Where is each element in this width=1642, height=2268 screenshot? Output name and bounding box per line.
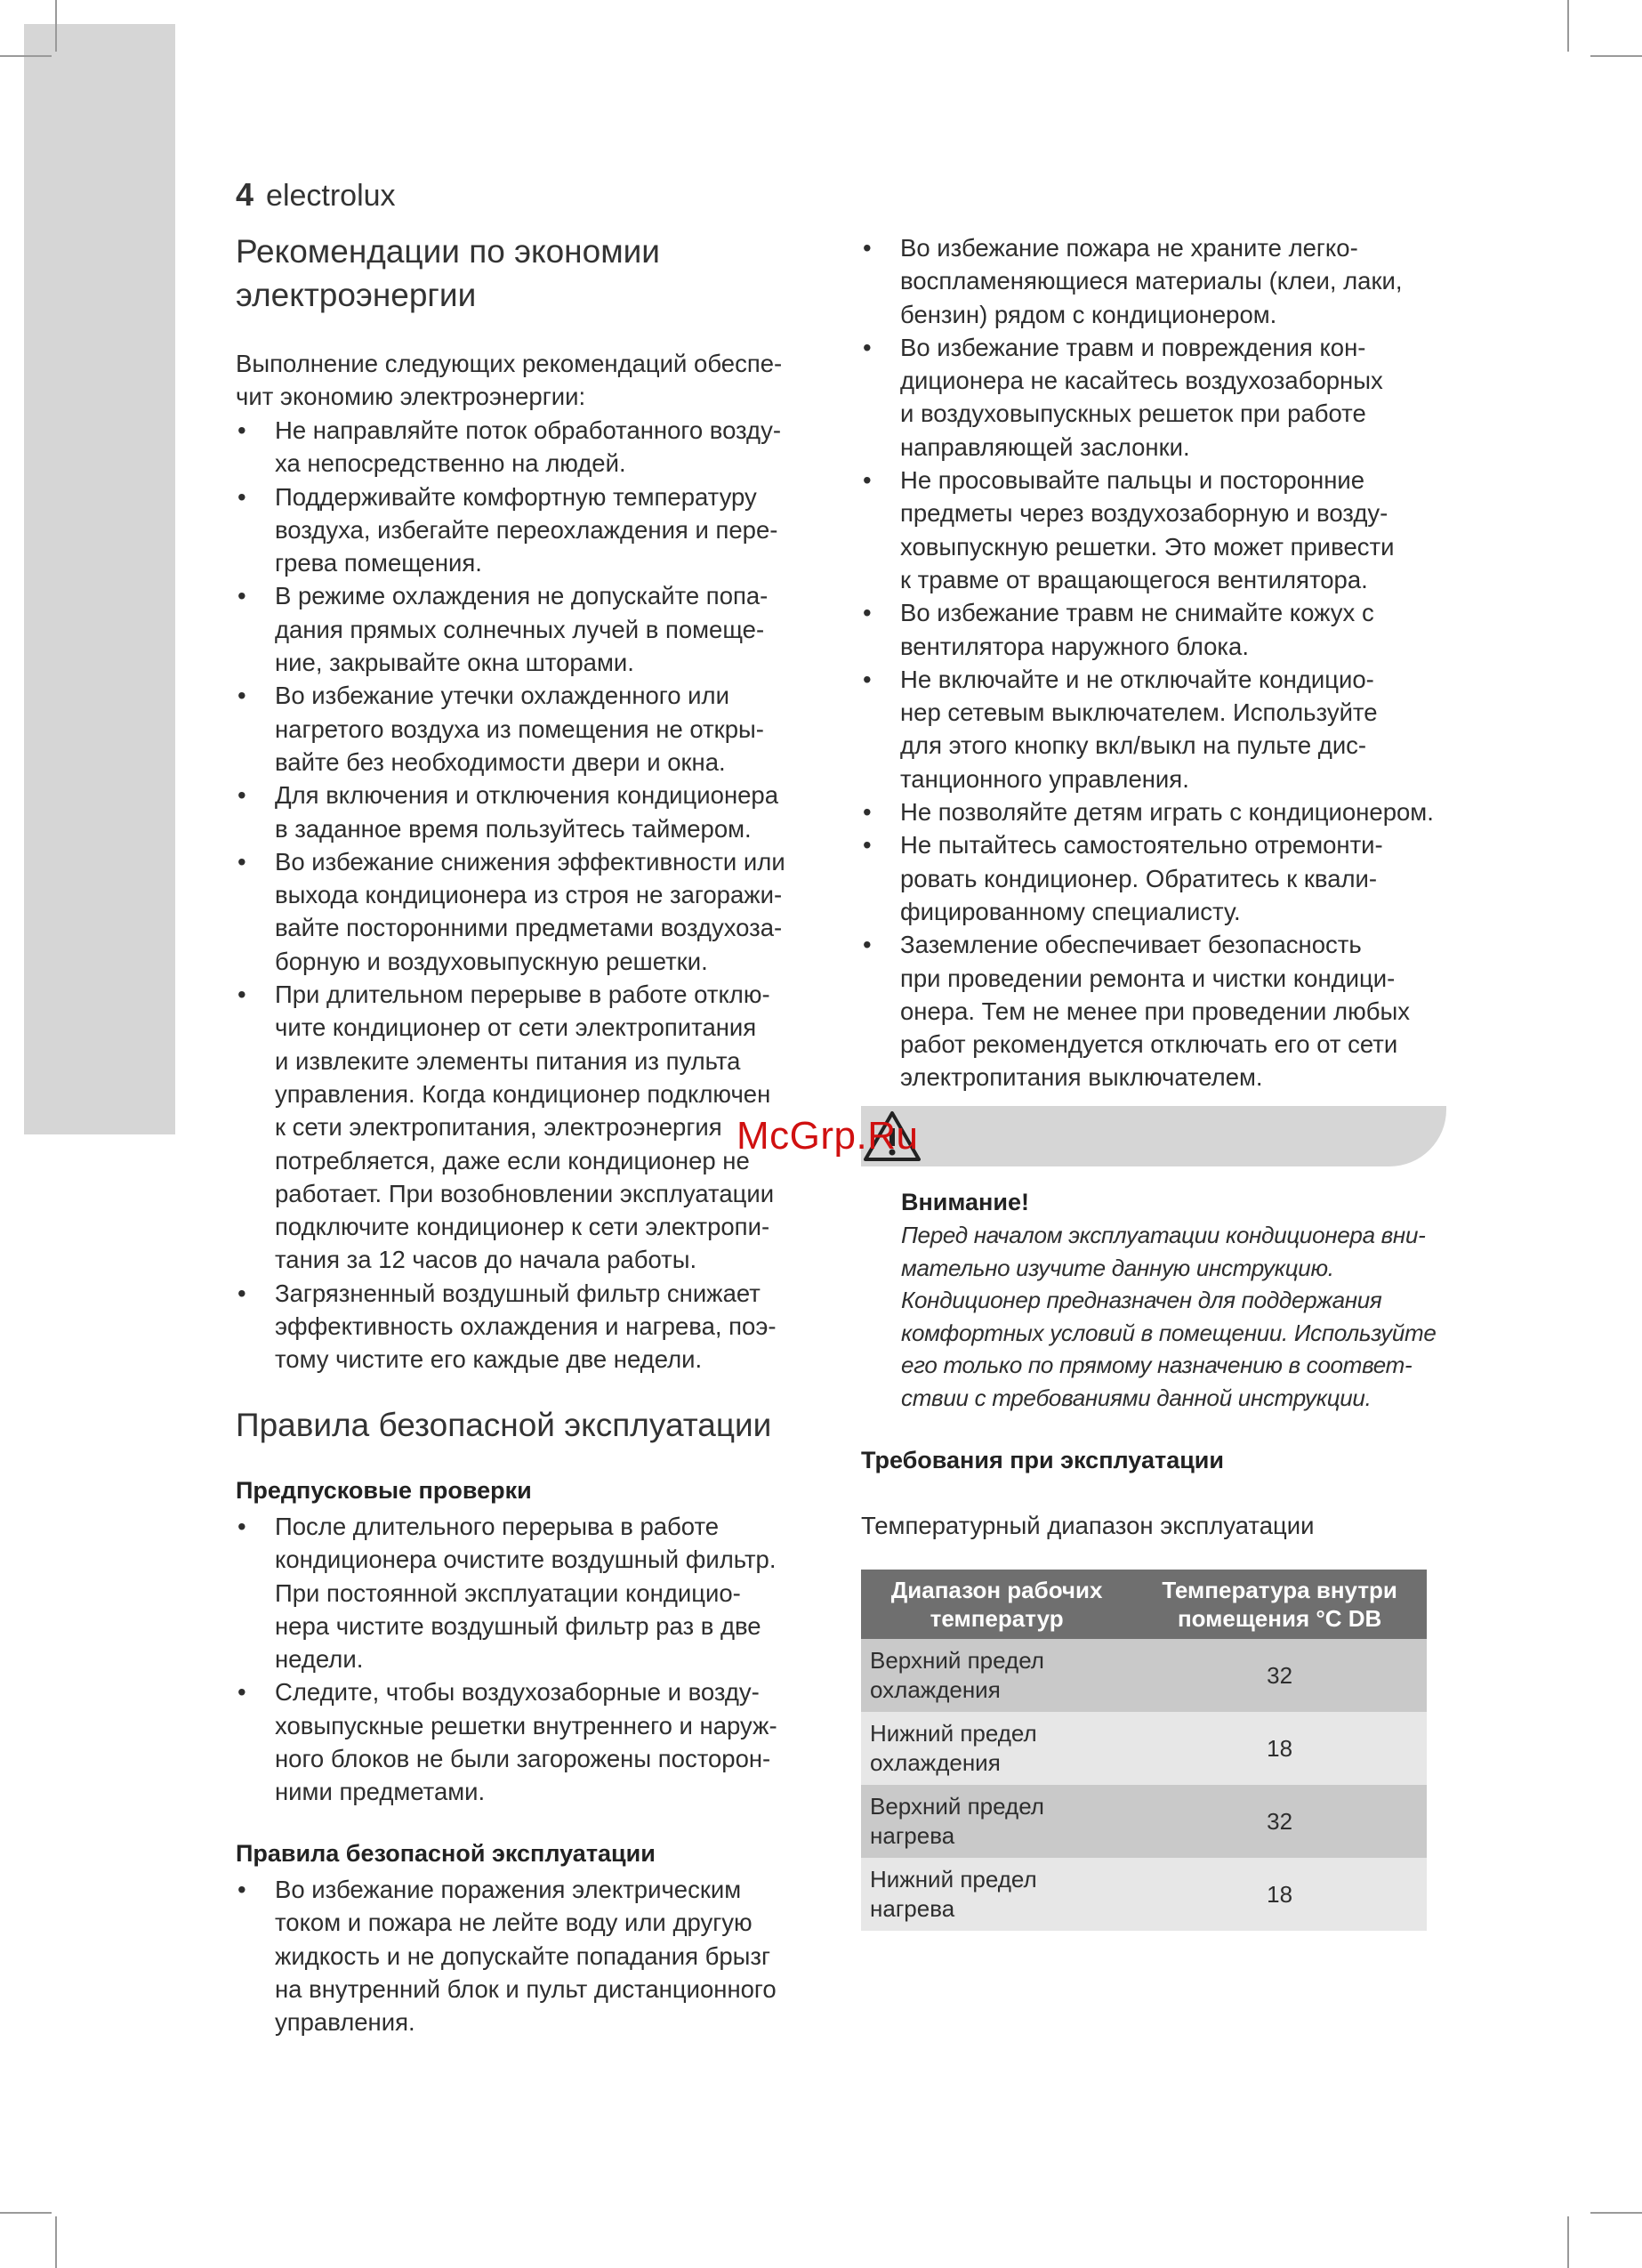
crop-mark — [0, 55, 52, 57]
brand-name: electrolux — [266, 179, 396, 213]
crop-mark — [1567, 2216, 1569, 2268]
list-item-line: ние, закрывайте окна шторами. — [275, 649, 634, 677]
list-item-line: ховыпускную решетки. Это может привести — [900, 532, 1395, 561]
cell-line: Нижний предел — [870, 1866, 1037, 1893]
list-item — [236, 579, 858, 679]
list-item — [236, 845, 858, 978]
energy-saving-list — [236, 414, 858, 1376]
list-item — [861, 596, 1466, 663]
range-label-cell — [861, 1712, 1132, 1785]
cell-line: нагрева — [870, 1822, 955, 1849]
list-item-line: к сети электропитания, электроэнергия — [275, 1113, 722, 1142]
list-item-line: • Для включения и отключения кондиционера — [275, 781, 779, 810]
list-item-line: вентилятора наружного блока. — [900, 632, 1249, 660]
cell-line: охлаждения — [870, 1676, 1001, 1703]
warning-title: Внимание! — [901, 1189, 1029, 1215]
list-item — [236, 1510, 858, 1675]
list-item — [861, 331, 1466, 464]
list-item-line: и воздуховыпускных решеток при работе — [900, 400, 1366, 428]
list-item-line: ха непосредственно на людей. — [275, 449, 626, 478]
warning-line: его только по прямому назначению в соответ- — [901, 1352, 1413, 1379]
list-item — [236, 1675, 858, 1808]
list-item-line: • Поддерживайте комфортную температуру — [275, 482, 757, 511]
list-item-line: током и пожара не лейте воду или другую — [275, 1909, 753, 1937]
text-line: Выполнение следующих рекомендаций обеспе- — [236, 350, 783, 377]
list-item-line: и извлеките элементы питания из пульта — [275, 1046, 741, 1075]
section-title-line: Рекомендации по экономии — [236, 233, 660, 270]
list-item-line: ховыпускные решетки внутреннего и наруж- — [275, 1711, 777, 1739]
list-item — [236, 480, 858, 580]
list-item-line: кондиционера очистите воздушный фильтр. — [275, 1546, 777, 1574]
list-item-line: бензин) рядом с кондиционером. — [900, 300, 1277, 328]
list-item — [861, 464, 1466, 596]
list-item-line: • Во избежание пожара не храните легко- — [900, 234, 1358, 262]
list-item — [236, 1873, 858, 2038]
warning-line: ствии с требованиями данной инструкции. — [901, 1384, 1372, 1411]
precheck-title: Предпусковые проверки — [236, 1477, 532, 1504]
safety-rules-list — [236, 1873, 858, 2038]
list-item — [236, 779, 858, 845]
list-item-line: • Не включайте и не отключайте кондицио- — [900, 665, 1374, 693]
temperature-value-cell: 18 — [1132, 1712, 1427, 1785]
list-item-line: борную и воздуховыпускную решетки. — [275, 947, 708, 975]
list-item-line: выхода кондиционера из строя не загоражи- — [275, 881, 783, 909]
safety-continued-list — [861, 231, 1466, 1094]
watermark-text: McGrp.Ru — [736, 1114, 919, 1158]
list-item-line: • После длительного перерыва в работе — [275, 1513, 720, 1540]
section-title-safety: Правила безопасной эксплуатации — [236, 1407, 772, 1443]
list-item-line: диционера не касайтесь воздухозаборных — [900, 367, 1383, 395]
list-item-line: • Во избежание поражения электрическим — [275, 1876, 742, 1903]
list-item-line: недели. — [275, 1645, 364, 1674]
warning-text — [901, 1219, 1449, 1415]
range-label-cell — [861, 1785, 1132, 1858]
list-item — [236, 679, 858, 779]
list-item-line: • Во избежание снижения эффективности или — [275, 847, 785, 876]
safety-rules-title: Правила безопасной эксплуатации — [236, 1840, 656, 1867]
table-row — [861, 1639, 1427, 1712]
list-item-line: грева помещения. — [275, 549, 482, 577]
table-row — [861, 1712, 1427, 1785]
cell-line: Нижний предел — [870, 1720, 1037, 1747]
list-item-line: нагретого воздуха из помещения не откры- — [275, 714, 764, 743]
list-item-line: ними предметами. — [275, 1778, 486, 1806]
list-item — [861, 663, 1466, 795]
table-header-temperature — [1132, 1570, 1427, 1639]
list-item-line: дания прямых солнечных лучей в помеще- — [275, 615, 765, 643]
temp-range-caption: Температурный диапазон эксплуатации — [861, 1512, 1315, 1539]
list-item-line: управления. — [275, 2008, 415, 2037]
temperature-value-cell: 32 — [1132, 1785, 1427, 1858]
cell-line: Верхний предел — [870, 1647, 1044, 1674]
temperature-value-cell: 32 — [1132, 1639, 1427, 1712]
table-header-range — [861, 1570, 1132, 1639]
table-row — [861, 1785, 1427, 1858]
list-item-line: подключите кондиционер к сети электропи- — [275, 1213, 770, 1241]
list-item-line: • Не пытайтесь самостоятельно отремонти- — [900, 831, 1383, 860]
list-item-line: • Во избежание утечки охлажденного или — [275, 682, 729, 710]
section-title-line: электроэнергии — [236, 277, 477, 313]
list-item-line: • В режиме охлаждения не допускайте попа- — [275, 582, 769, 610]
list-item-line: • Заземление обеспечивает безопасность — [900, 931, 1362, 959]
crop-mark — [55, 2216, 57, 2268]
list-item-line: на внутренний блок и пульт дистанционного — [275, 1974, 777, 2003]
list-item-line: вайте посторонними предметами воздухоза- — [275, 914, 783, 942]
temperature-range-table — [861, 1570, 1427, 1931]
list-item-line: онера. Тем не менее при проведении любых — [900, 997, 1410, 1025]
list-item-line: ного блоков не были загорожены посторон- — [275, 1745, 771, 1773]
list-item-line: • Во избежание травм не снимайте кожух с — [900, 599, 1374, 627]
list-item-line: электропитания выключателем. — [900, 1063, 1263, 1092]
list-item-line: чите кондиционер от сети электропитания — [275, 1013, 757, 1042]
precheck-list — [236, 1510, 858, 1809]
list-item-line: фицированному специалисту. — [900, 897, 1241, 925]
range-label-cell — [861, 1639, 1132, 1712]
list-item-line: тому чистите его каждые две недели. — [275, 1345, 703, 1374]
table-row — [861, 1858, 1427, 1931]
list-item — [861, 231, 1466, 331]
list-item-line: потребляется, даже если кондиционер не — [275, 1146, 750, 1174]
list-item-line: к травме от вращающегося вентилятора. — [900, 565, 1368, 593]
list-item-line: • При длительном перерыве в работе отклю- — [275, 981, 770, 1009]
list-item-line: • Загрязненный воздушный фильтр снижает — [275, 1279, 761, 1307]
header-line: Температура внутри — [1162, 1577, 1397, 1603]
list-item-line: направляющей заслонки. — [900, 432, 1190, 461]
temperature-value-cell: 18 — [1132, 1858, 1427, 1931]
list-item-line: нер сетевым выключателем. Используйте — [900, 698, 1378, 727]
list-item-line: • Не просовывайте пальцы и посторонние — [900, 466, 1365, 495]
list-item — [861, 828, 1466, 928]
list-item-line: вайте без необходимости двери и окна. — [275, 747, 726, 776]
range-label-cell — [861, 1858, 1132, 1931]
requirements-title: Требования при эксплуатации — [861, 1447, 1225, 1473]
cell-line: Верхний предел — [870, 1793, 1044, 1820]
warning-line: мательно изучите данную инструкцию. — [901, 1254, 1334, 1281]
list-item-line: воздуха, избегайте переохлаждения и пере- — [275, 515, 778, 544]
header-line: Диапазон рабочих — [890, 1577, 1103, 1603]
list-item-line: При постоянной эксплуатации кондицио- — [275, 1578, 741, 1607]
text-line: чит экономию электроэнергии: — [236, 383, 586, 411]
section-title-energy — [236, 230, 660, 317]
intro-paragraph — [236, 347, 841, 414]
list-item-line: в заданное время пользуйтесь таймером. — [275, 814, 752, 843]
cell-line: нагрева — [870, 1895, 955, 1922]
crop-mark — [55, 0, 57, 52]
crop-mark — [1567, 0, 1569, 52]
list-item — [236, 414, 858, 480]
list-item-line: работает. При возобновлении эксплуатации — [275, 1179, 775, 1207]
list-item-line: работ рекомендуется отключать его от сети — [900, 1030, 1398, 1059]
warning-line: комфортных условий в помещении. Используйте — [901, 1319, 1437, 1346]
page-number: 4 — [236, 176, 254, 213]
list-item-line: для этого кнопку вкл/выкл на пульте дис- — [900, 731, 1367, 760]
page-header — [236, 176, 396, 214]
list-item — [236, 1277, 858, 1376]
warning-line: Перед началом эксплуатации кондиционера вни- — [901, 1222, 1426, 1248]
warning-band — [861, 1106, 1446, 1166]
list-item-line: управления. Когда кондиционер подключен — [275, 1079, 771, 1108]
cell-line: охлаждения — [870, 1749, 1001, 1776]
list-item — [861, 928, 1466, 1094]
list-item-line: • Не направляйте поток обработанного возду- — [275, 416, 782, 444]
crop-mark — [1590, 55, 1642, 57]
crop-mark — [0, 2212, 52, 2214]
list-item-line: танционного управления. — [900, 764, 1189, 793]
list-item-line: • Во избежание травм и повреждения кон- — [900, 333, 1366, 361]
header-line: температур — [930, 1605, 1064, 1632]
side-tab-band — [24, 24, 175, 1134]
list-item-line: жидкость и не допускайте попадания брызг — [275, 1941, 771, 1970]
list-item-line: тания за 12 часов до начала работы. — [275, 1246, 697, 1274]
list-item-line: предметы через воздухозаборную и возду- — [900, 499, 1388, 528]
warning-line: Кондиционер предназначен для поддержания — [901, 1287, 1382, 1314]
list-item-line: нера чистите воздушный фильтр раз в две — [275, 1611, 761, 1640]
list-item-line: • Не позволяйте детям играть с кондиционером. — [900, 798, 1434, 827]
list-item-line: воспламеняющиеся материалы (клеи, лаки, — [900, 267, 1403, 295]
list-item-line: ровать кондиционер. Обратитесь к квали- — [900, 864, 1378, 892]
list-item-line: • Следите, чтобы воздухозаборные и возду- — [275, 1678, 760, 1707]
crop-mark — [1590, 2212, 1642, 2214]
list-item-line: эффективность охлаждения и нагрева, поэ- — [275, 1312, 777, 1341]
header-line: помещения °C DB — [1177, 1605, 1382, 1632]
list-item-line: при проведении ремонта и чистки кондици- — [900, 964, 1396, 992]
list-item — [861, 795, 1466, 828]
